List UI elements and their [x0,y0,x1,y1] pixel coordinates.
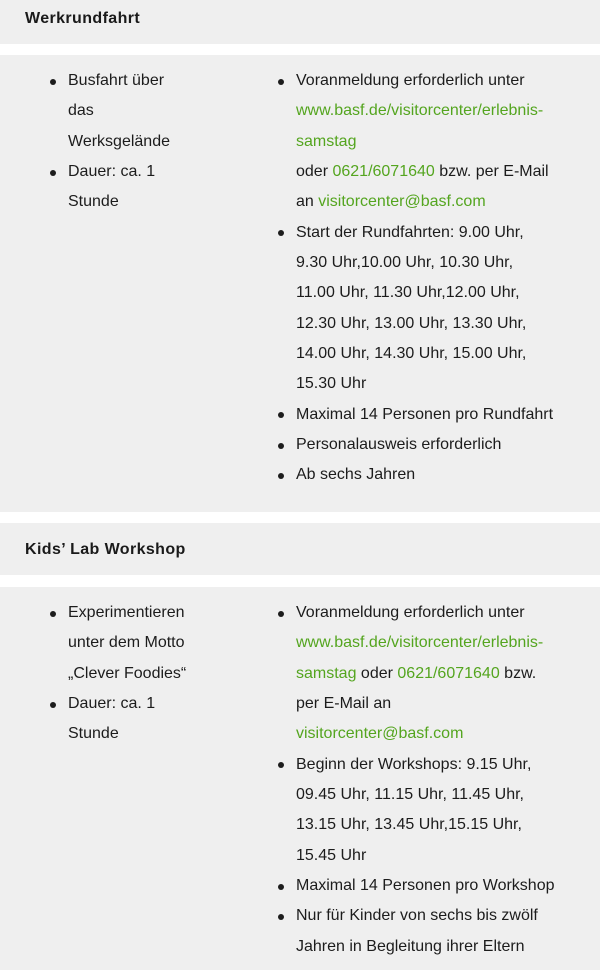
info-list [296,598,596,962]
list-item-registration: Voranmeldung erforderlich unter www.basf.de/visitorcenter/erlebnis- samstag oder 0621/6071640 bzw. per E-Mail an visitorcenter@basf.com [296,598,596,750]
section-body-werkrundfahrt [0,55,600,512]
list-item-capacity: Maximal 14 Personen pro Rundfahrt [296,400,596,430]
list-item-age: Ab sechs Jahren [296,460,596,490]
list-item: Dauer: ca. 1 Stunde [68,689,218,750]
info-column [296,598,596,962]
list-item-age: Nur für Kinder von sechs bis zwölf Jahren in Begleitung ihrer Eltern [296,901,596,962]
email-link[interactable]: visitorcenter@basf.com [296,725,464,743]
section-title: Werkrundfahrt [25,10,141,27]
list-item: Dauer: ca. 1 Stunde [68,157,218,218]
info-column [296,66,596,491]
details-column [68,598,218,750]
list-item-times: Beginn der Workshops: 9.15 Uhr, 09.45 Uhr, 11.15 Uhr, 11.45 Uhr, 13.15 Uhr, 13.45 Uhr,15.15 Uhr, 15.45 Uhr [296,750,596,871]
list-item-registration: Voranmeldung erforderlich unter www.basf.de/visitorcenter/erlebnis- samstag oder 0621/6071640 bzw. per E-Mail an visitorcenter@basf.com [296,66,596,218]
visitorcenter-url-link[interactable]: www.basf.de/visitorcenter/erlebnis- [296,634,544,652]
details-column [68,66,218,218]
list-item: Experimentieren unter dem Motto „Clever Foodies“ [68,598,218,689]
visitorcenter-url-link[interactable]: www.basf.de/visitorcenter/erlebnis- [296,102,544,120]
phone-link[interactable]: 0621/6071640 [332,163,435,181]
phone-link[interactable]: 0621/6071640 [397,664,500,682]
visitorcenter-url-link-cont[interactable]: samstag [296,132,357,150]
list-item: Busfahrt über das Werksgelände [68,66,218,157]
section-title: Kids’ Lab Workshop [25,541,186,558]
visitorcenter-url-link-cont[interactable]: samstag [296,664,357,682]
details-list [68,598,218,750]
list-item-times: Start der Rundfahrten: 9.00 Uhr, 9.30 Uhr,10.00 Uhr, 10.30 Uhr, 11.00 Uhr, 11.30 Uhr,12.00 Uhr, 12.30 Uhr, 13.00 Uhr, 13.30 Uhr, 14.00 Uhr, 14.30 Uhr, 15.00 Uhr, 15.30 Uhr [296,218,596,400]
section-header-werkrundfahrt [0,0,600,44]
section-header-kids-lab [0,523,600,575]
email-link[interactable]: visitorcenter@basf.com [318,193,486,211]
details-list [68,66,218,218]
info-list [296,66,596,491]
list-item-capacity: Maximal 14 Personen pro Workshop [296,871,596,901]
section-body-kids-lab [0,587,600,970]
list-item-id: Personalausweis erforderlich [296,430,596,460]
